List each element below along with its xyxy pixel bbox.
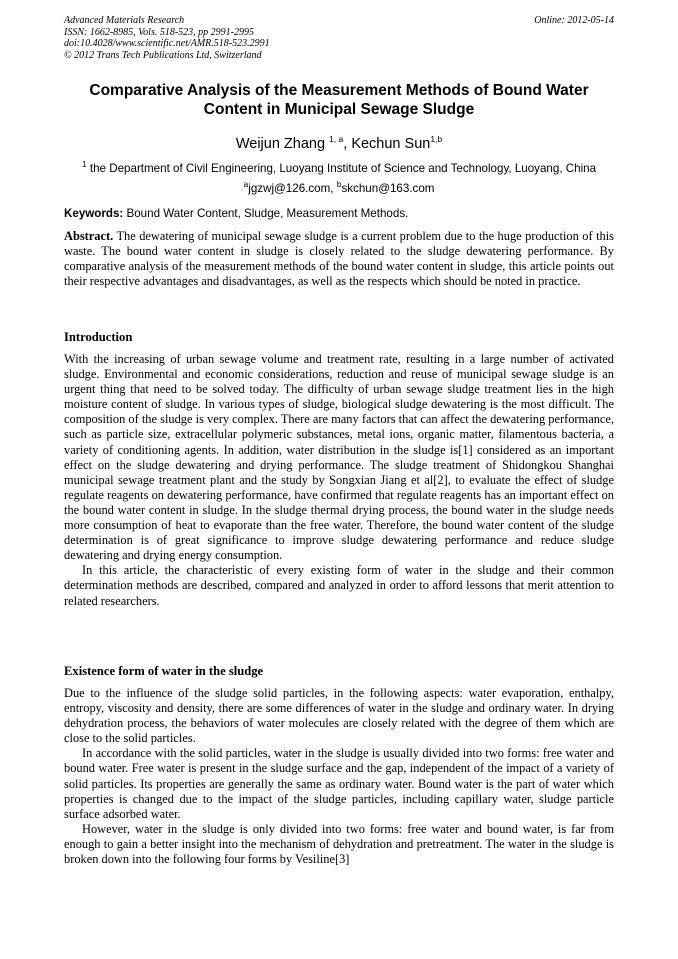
keywords — [64, 207, 614, 221]
paper-title — [64, 82, 614, 119]
author-list — [64, 130, 614, 153]
issn-line: ISSN: 1662-8985, Vols. 518-523, pp 2991-2995 — [64, 26, 254, 38]
email-mark: b — [336, 179, 342, 189]
abstract-text: The dewatering of municipal sewage sludge is a current problem due to the huge production of this waste. The bound water content in sludge is closely related to the sludge dewatering performance. By comparative analysis of the measurement methods of the bound water content in sludge, this article points out their respective advantages and disadvantages, as well as the respects which should be noted in practice. — [64, 229, 614, 289]
title-line-1: Comparative Analysis of the Measurement Methods of Bound Water — [89, 82, 589, 99]
doi-line: doi:10.4028/www.scientific.net/AMR.518-523.2991 — [64, 38, 270, 49]
keywords-text: Bound Water Content, Sludge, Measurement Methods. — [123, 207, 409, 220]
online-date: Online: 2012-05-14 — [534, 15, 614, 26]
paragraph: In this article, the characteristic of every existing form of water in the sludge and their common determination methods are described, compared and analyzed in order to afford lessons that merit attention to related researchers. — [64, 563, 614, 608]
email-separator: , — [330, 181, 337, 195]
paragraph: Due to the influence of the sludge solid particles, in the following aspects: water evaporation, enthalpy, entropy, viscosity and density, there are some differences of water in the sludge and ordinary water. In drying dehydration process, the behaviors of water molecules are closely related with the degree of them which are close to the solid particles. — [64, 686, 614, 746]
abstract-label: Abstract. — [64, 229, 114, 243]
email-mark: a — [243, 179, 249, 189]
title-line-2: Content in Municipal Sewage Sludge — [203, 100, 475, 118]
author-emails — [64, 177, 614, 196]
author-affiliation-mark: 1,b — [430, 134, 443, 144]
abstract — [64, 229, 614, 289]
author-name: Weijun Zhang — [235, 135, 326, 152]
keywords-label: Keywords: — [64, 207, 124, 220]
author-name: Kechun Sun — [351, 135, 431, 152]
journal-header — [64, 15, 270, 61]
email-link[interactable]: skchun@163.com — [341, 181, 435, 195]
email-link[interactable]: jgzwj@126.com — [248, 181, 331, 195]
paragraph: However, water in the sludge is only divided into two forms: free water and bound water, is far from enough to gain a better insight into the mechanism of dehydration and pretreatment. The water in the sludge is broken down into the following four forms by Vesiline[3] — [64, 821, 614, 867]
journal-name: Advanced Materials Research — [64, 15, 185, 26]
copyright-line: © 2012 Trans Tech Publications Ltd, Switzerland — [64, 49, 262, 61]
introduction-body — [64, 352, 614, 609]
affiliation-mark: 1 — [81, 159, 87, 169]
section-heading: Introduction — [64, 330, 133, 344]
author-affiliation-mark: 1, a — [329, 134, 344, 144]
author-separator: , — [343, 135, 352, 152]
paragraph: In accordance with the solid particles, water in the sludge is usually divided into two forms: free water and bound water. Free water is present in the sludge surface and the gap, independent of the impact of a variety of solid particles. Its properties are generally the same as ordinary water. Bound water is the part of water which properties is changed due to the impact of the sludge particles, including capillary water, sludge particle surface adsorbed water. — [64, 746, 614, 821]
affiliation — [64, 157, 614, 176]
section-heading: Existence form of water in the sludge — [64, 664, 264, 678]
affiliation-text: the Department of Civil Engineering, Luoyang Institute of Science and Technology, Luoyang, China — [86, 161, 597, 175]
paragraph: With the increasing of urban sewage volume and treatment rate, resulting in a large number of activated sludge. Environmental and economic considerations, reduction and reuse of municipal sewage sludge is an urgent thing that need to be solved today. The difficulty of urban sewage sludge treatment lies in the high moisture content of sludge. In various types of sludge, biological sludge dewatering is the most difficult. The composition of the sludge is very complex. There are many factors that can affect the dewatering performance, such as particle size, extracellular polymeric substances, metal ions, organic matter, filamentous bacteria, a variety of conditioning agents. In addition, water distribution in the sludge is[1] considered as an important effect on the sludge dewatering and drying performance. The sludge treatment of Shidongkou Shanghai municipal sewage treatment plant and the study by Songxian Jiang et al[2], to evaluate the effect of sludge regulate reagents on dewatering performance, have confirmed that regulate reagents has an important effect on the bound water content in sludge. In the sludge thermal drying process, the bound water in the sludge needs more consumption of heat to evaporate than the free water. Therefore, the bound water content of the sludge determination is of great significance to improve sludge dewatering performance and reduce sludge dewatering and drying energy consumption. — [64, 352, 614, 563]
existence-body — [64, 686, 614, 867]
